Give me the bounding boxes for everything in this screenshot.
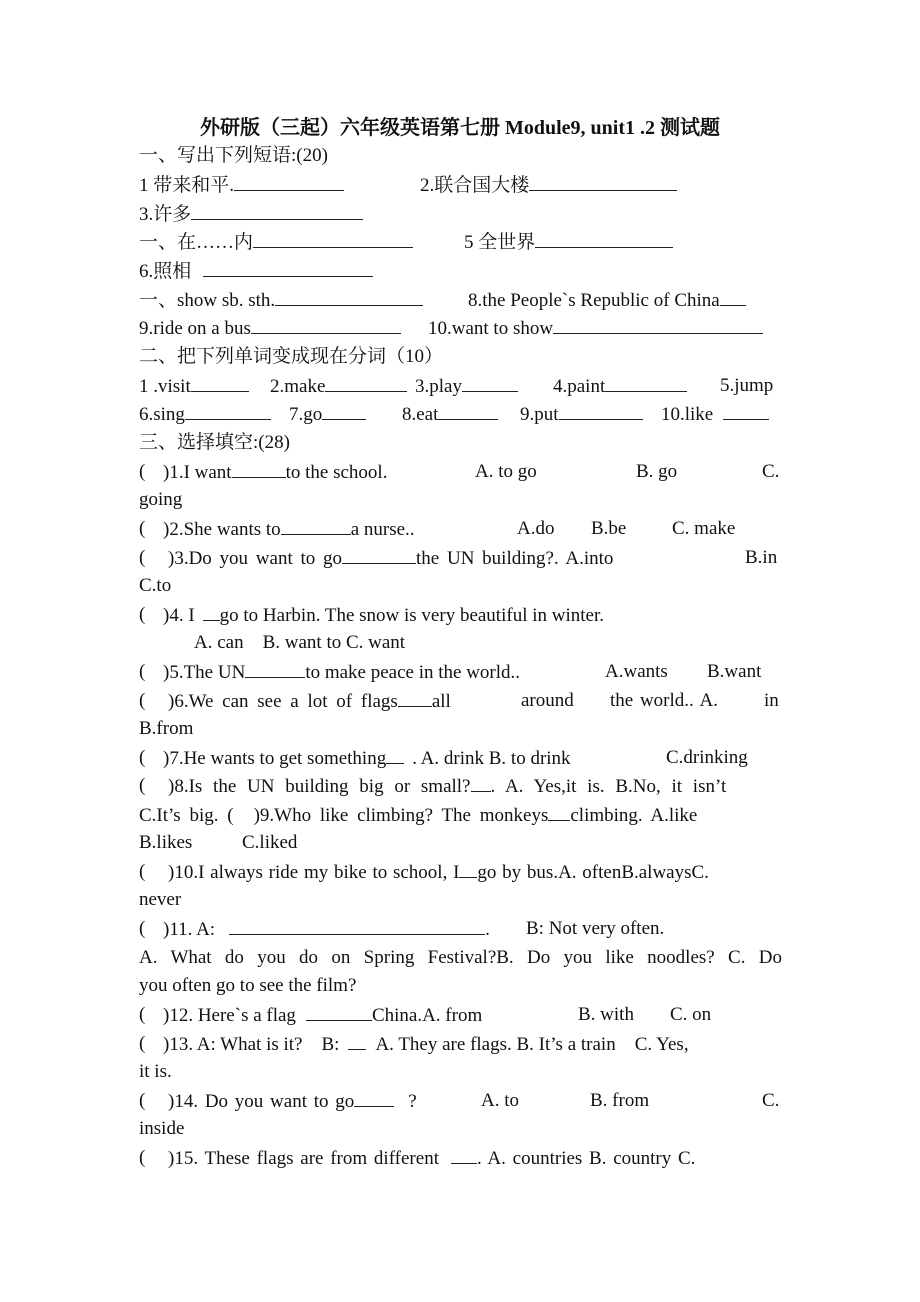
- answer-paren-close: ): [163, 1034, 170, 1055]
- answer-paren-open[interactable]: (: [139, 1033, 146, 1054]
- page-title: 外研版（三起）六年级英语第七册 Module9, unit1 .2 测试题: [199, 117, 721, 139]
- q4-stem: 4. I: [169, 605, 195, 626]
- s1-row-5: [139, 286, 782, 314]
- s1-item-8: [468, 286, 746, 315]
- s2-row-2: [139, 400, 782, 428]
- q2-stem: 2.She wants to: [169, 519, 281, 540]
- question-10: [139, 858, 782, 886]
- s2-item-10: [661, 400, 769, 429]
- q14-option-a: A. to: [481, 1090, 519, 1111]
- s1-item-2: [420, 171, 677, 200]
- answer-blank[interactable]: [438, 400, 498, 420]
- q5-option-b: B.want: [707, 661, 762, 682]
- answer-paren-open[interactable]: (: [139, 690, 146, 711]
- s1-item-3: [139, 200, 363, 229]
- q10-options: go by bus.A. oftenB.alwaysC.: [477, 862, 709, 883]
- s2-item-1-label: 1 .visit: [139, 376, 191, 397]
- answer-blank[interactable]: [185, 400, 271, 420]
- answer-paren-open[interactable]: (: [139, 747, 146, 768]
- answer-blank[interactable]: [348, 1030, 366, 1050]
- s1-item-5-label: 5 全世界: [464, 232, 536, 253]
- s1-row-4: [139, 257, 782, 285]
- answer-blank[interactable]: [386, 744, 404, 764]
- q12-option-b: B. with: [578, 1004, 634, 1025]
- answer-blank[interactable]: [253, 228, 413, 248]
- question-8-9-line: [139, 801, 782, 829]
- q3-option-b: B.in: [745, 547, 778, 568]
- q8-options: . A. Yes,it is. B.No, it isn’t: [490, 776, 727, 797]
- q14-option-b: B. from: [590, 1090, 650, 1111]
- answer-paren-close: ): [168, 1148, 175, 1169]
- s2-item-4: [553, 372, 687, 401]
- s1-item-7: [139, 286, 423, 315]
- s1-item-10-label: 10.want to show: [428, 318, 554, 339]
- answer-paren-open[interactable]: (: [139, 604, 146, 625]
- s2-item-8-label: 8.eat: [402, 404, 439, 425]
- s2-item-10-label: 10.like: [661, 404, 714, 425]
- answer-paren-open[interactable]: (: [139, 861, 146, 882]
- s2-item-5: [720, 372, 773, 400]
- answer-paren-close: ): [163, 605, 170, 626]
- q9-option-c: C.liked: [242, 832, 298, 853]
- answer-blank[interactable]: [451, 1144, 477, 1164]
- q2-option-a: A.do: [517, 518, 555, 539]
- q1-option-c-label: C.: [762, 461, 780, 482]
- s2-item-8: [402, 400, 498, 429]
- q3-stem-end: the UN building?. A.into: [416, 548, 614, 569]
- question-8: [139, 772, 782, 800]
- q5-stem: 5.The UN: [169, 662, 246, 683]
- answer-paren-close: ): [168, 548, 175, 569]
- q6-word: around: [521, 690, 574, 711]
- q14-stem: 14. Do you want to go: [174, 1091, 355, 1112]
- answer-blank[interactable]: [275, 286, 423, 306]
- answer-paren-close: ): [163, 519, 170, 540]
- s1-item-9: [139, 314, 401, 343]
- question-15: [139, 1144, 782, 1172]
- answer-blank[interactable]: [553, 314, 763, 334]
- answer-paren-close: ): [163, 1005, 170, 1026]
- answer-blank[interactable]: [203, 601, 220, 621]
- question-11-options-2: you often go to see the film?: [139, 975, 357, 996]
- question-1-wrap: going: [139, 489, 183, 510]
- s1-item-1-label: 1 带来和平.: [139, 175, 235, 196]
- s1-item-6: [139, 257, 373, 286]
- question-3-wrap: C.to: [139, 575, 172, 596]
- q1-option-b: B. go: [636, 461, 678, 482]
- s2-item-6: [139, 400, 271, 429]
- answer-blank[interactable]: [559, 400, 643, 420]
- s2-item-4-label: 4.paint: [553, 376, 606, 397]
- q7-option-c: C.drinking: [666, 747, 748, 768]
- q8-option-c: C.It’s big. (: [139, 805, 234, 826]
- s1-row-6: [139, 314, 782, 342]
- answer-paren-open[interactable]: (: [139, 918, 146, 939]
- q6-stem-end: all: [431, 691, 451, 712]
- s1-item-6-label: 6.照相: [139, 261, 192, 282]
- answer-blank[interactable]: [306, 1001, 372, 1021]
- q1-stem: 1.I want: [169, 462, 232, 483]
- q7-stem: 7.He wants to get something: [169, 748, 387, 769]
- section1-heading: 一、写出下列短语:(20): [139, 145, 328, 166]
- q13-options: A. They are flags. B. It’s a train C. Yes,: [375, 1034, 689, 1055]
- answer-paren-open[interactable]: (: [139, 547, 146, 568]
- q11-period: .: [485, 919, 490, 940]
- q4-stem-end: go to Harbin. The snow is very beautiful in winter.: [219, 605, 604, 626]
- s2-item-6-label: 6.sing: [139, 404, 185, 425]
- s2-item-9-label: 9.put: [520, 404, 559, 425]
- answer-blank[interactable]: [281, 515, 351, 535]
- answer-paren-close: ): [163, 919, 170, 940]
- answer-blank[interactable]: [462, 372, 518, 392]
- answer-paren-open[interactable]: (: [139, 775, 146, 796]
- answer-blank[interactable]: [232, 458, 286, 478]
- answer-blank[interactable]: [471, 772, 491, 792]
- question-10-wrap: never: [139, 889, 182, 910]
- answer-blank[interactable]: [342, 544, 416, 564]
- answer-paren-close: ): [168, 691, 175, 712]
- q6-stem: 6.We can see a lot of flags: [174, 691, 398, 712]
- q14-option-c-label: C.: [762, 1090, 780, 1111]
- answer-blank[interactable]: [354, 1087, 394, 1107]
- q6-option-a-label: the world.. A.: [610, 690, 718, 711]
- s1-item-9-label: 9.ride on a bus: [139, 318, 251, 339]
- s1-item-2-label: 2.联合国大楼: [420, 175, 530, 196]
- q11-stem: 11. A:: [169, 919, 216, 940]
- answer-paren-open[interactable]: (: [139, 661, 146, 682]
- answer-paren-close: ): [168, 862, 175, 883]
- s2-item-2-label: 2.make: [270, 376, 326, 397]
- q12-option-a: China.A. from: [371, 1005, 483, 1026]
- q6-option-a: in: [764, 690, 779, 711]
- q11-reply: B: Not very often.: [526, 918, 665, 939]
- q1-stem-end: to the school.: [285, 462, 388, 483]
- answer-blank[interactable]: [191, 372, 249, 392]
- question-11-options-1: A. What do you do on Spring Festival?B. Do you like noodles? C. Do: [139, 947, 782, 968]
- question-5: [139, 658, 782, 686]
- q7-options-ab: . A. drink B. to drink: [412, 748, 571, 769]
- answer-paren-open[interactable]: (: [139, 1090, 146, 1111]
- question-6-wrap: B.from: [139, 718, 194, 739]
- s1-item-4: [139, 228, 413, 257]
- answer-blank[interactable]: [459, 858, 477, 878]
- answer-paren-close: ): [163, 462, 170, 483]
- answer-paren-open[interactable]: (: [139, 1147, 146, 1168]
- question-4-options: [139, 629, 782, 657]
- q1-option-a: A. to go: [475, 461, 537, 482]
- question-1: [139, 458, 782, 486]
- s1-row-3: [139, 228, 782, 256]
- section2-heading: 二、把下列单词变成现在分词（10）: [139, 346, 444, 367]
- question-2: [139, 515, 782, 543]
- s2-item-1: [139, 372, 249, 401]
- answer-blank[interactable]: [325, 372, 407, 392]
- answer-blank[interactable]: [203, 257, 373, 277]
- q12-option-c: C. on: [670, 1004, 712, 1025]
- s2-item-3: [415, 372, 518, 401]
- q2-stem-end: a nurse..: [350, 519, 415, 540]
- question-13-wrap: it is.: [139, 1061, 172, 1082]
- s1-item-1: [139, 171, 344, 200]
- s1-item-8-label: 8.the People`s Republic of China: [468, 290, 720, 311]
- question-11: [139, 915, 782, 943]
- q2-option-b: B.be: [591, 518, 627, 539]
- q9-stem: )9.Who like climbing? The monkeys: [253, 805, 549, 826]
- question-7: [139, 744, 782, 772]
- s2-item-5-label: 5.jump: [720, 375, 774, 396]
- s1-item-5: [464, 228, 673, 257]
- q14-qmark: ?: [408, 1091, 417, 1112]
- s1-item-4-label: 一、在……内: [139, 232, 254, 253]
- s1-item-10: [428, 314, 763, 343]
- q8-stem: 8.Is the UN building big or small?: [174, 776, 471, 797]
- q15-stem: 15. These flags are from different: [174, 1148, 439, 1169]
- section3-heading: 三、选择填空:(28): [139, 432, 290, 453]
- q10-stem: 10.I always ride my bike to school, I: [174, 862, 460, 883]
- answer-paren-close: ): [168, 776, 175, 797]
- q13-stem: 13. A: What is it? B:: [169, 1034, 340, 1055]
- q12-stem: 12. Here`s a flag: [169, 1005, 296, 1026]
- answer-blank[interactable]: [723, 400, 769, 420]
- answer-paren-close: ): [163, 748, 170, 769]
- answer-blank[interactable]: [535, 228, 673, 248]
- question-14-wrap: inside: [139, 1118, 185, 1139]
- question-12: [139, 1001, 782, 1029]
- s2-item-9: [520, 400, 643, 429]
- answer-paren-open[interactable]: (: [139, 461, 146, 482]
- s2-item-7-label: 7.go: [289, 404, 323, 425]
- question-3: [139, 544, 782, 572]
- answer-paren-close: ): [168, 1091, 175, 1112]
- q5-option-a: A.wants: [605, 661, 668, 682]
- answer-paren-open[interactable]: (: [139, 518, 146, 539]
- s2-item-3-label: 3.play: [415, 376, 462, 397]
- answer-blank[interactable]: [191, 200, 363, 220]
- q2-option-c: C. make: [672, 518, 736, 539]
- q4-options: A. can B. want to C. want: [194, 632, 406, 653]
- answer-blank[interactable]: [548, 801, 570, 821]
- s1-item-7-label: 一、show sb. sth.: [139, 290, 276, 311]
- answer-blank[interactable]: [251, 314, 401, 334]
- answer-blank[interactable]: [398, 687, 432, 707]
- s1-row-1: [139, 171, 782, 199]
- q3-stem: 3.Do you want to go: [174, 548, 343, 569]
- answer-blank[interactable]: [234, 171, 344, 191]
- question-4: [139, 601, 782, 629]
- q9-option-a: climbing. A.like: [570, 805, 698, 826]
- answer-blank[interactable]: [529, 171, 677, 191]
- question-13: [139, 1030, 782, 1058]
- s1-item-3-label: 3.许多: [139, 204, 192, 225]
- answer-blank[interactable]: [322, 400, 366, 420]
- q5-stem-end: to make peace in the world..: [305, 662, 521, 683]
- question-6: [139, 687, 782, 715]
- q9-option-b: B.likes: [139, 832, 193, 853]
- s1-row-2: [139, 200, 782, 228]
- answer-paren-open[interactable]: (: [139, 1004, 146, 1025]
- answer-blank[interactable]: [245, 658, 305, 678]
- answer-paren-close: ): [163, 662, 170, 683]
- q15-options: . A. countries B. country C.: [476, 1148, 696, 1169]
- question-9-wrap: [139, 829, 782, 857]
- answer-blank[interactable]: [229, 915, 485, 935]
- question-14: [139, 1087, 782, 1115]
- s2-row-1: [139, 372, 782, 400]
- s2-item-2: [270, 372, 407, 401]
- s2-item-7: [289, 400, 366, 429]
- answer-blank[interactable]: [605, 372, 687, 392]
- answer-blank[interactable]: [720, 286, 746, 306]
